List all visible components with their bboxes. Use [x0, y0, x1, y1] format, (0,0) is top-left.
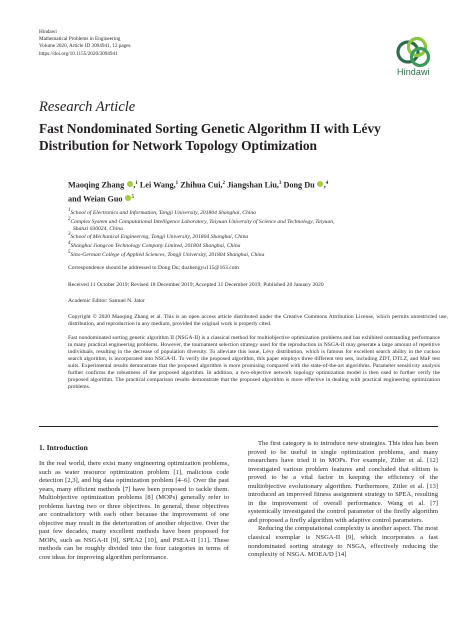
author-conjunction: and: [68, 194, 84, 204]
section-divider: [39, 426, 438, 427]
author-list: [68, 178, 448, 206]
right-column: [248, 440, 438, 560]
author-affiliation-number: 5: [131, 195, 135, 201]
affiliation-number: 5: [68, 249, 71, 255]
affiliation-text: School of Mechanical Engineering, Tongji University, 201804 Shanghai, China: [70, 234, 249, 241]
author-line-2: [68, 192, 448, 206]
journal-header: [39, 29, 131, 58]
author-name: Dong Du: [283, 180, 315, 190]
academic-editor: Academic Editor: Samuel N. Jator: [68, 298, 145, 304]
affiliation-number: 2: [68, 216, 71, 222]
affiliation-text: Sino-German College of Applied Sciences, Tongji University, 201804 Shanghai, China: [70, 251, 265, 258]
author-name: Zhihua Cui: [180, 180, 221, 190]
publisher-name: Hindawi: [39, 29, 57, 35]
introduction-heading: 1. Introduction: [39, 443, 88, 452]
affiliation-item: [68, 250, 448, 259]
author-affiliation-number: 1: [175, 181, 179, 186]
intro-paragraph: In the real world, there exist many engineering optimization problems, such as water resource optimization problem [1], malicious code detection [2,3], and big data optimization problem [4–6]. Over the past years, many efficient methods [7] have been proposed to tackle them. Multiobjective optimization problems [8] (MOPs) generally refer to problems having two or three objectives. In general, these objectives are contradictory with each other because the improvement of one objective may result in the deterioration of another objective. Over the past few decades, many excellent methods have been proposed for MOPs, such as NSGA-II [9], SPEA2 [10], and PSEA-II [11]. These methods can be roughly divided into the four categories in terms of core ideas for improving algorithm performance.: [39, 460, 229, 562]
author-name: Maoqing Zhang: [68, 180, 125, 190]
affiliation-number: 4: [68, 241, 71, 247]
affiliation-item: [68, 217, 448, 226]
article-type: Research Article: [39, 99, 136, 115]
affiliation-item: [68, 208, 448, 217]
orcid-icon[interactable]: [317, 181, 323, 187]
doi-link[interactable]: https://doi.org/10.1155/2020/3094941: [39, 50, 118, 57]
affiliation-number: 3: [68, 232, 71, 238]
affiliation-item: [68, 232, 448, 241]
correspondence: Correspondence should be addressed to Dong Du; duzhengyu115@163.com: [68, 265, 239, 271]
affiliation-text: School of Electronics and Information, Tongji University, 201804 Shanghai, China: [70, 209, 256, 216]
author-affiliation-number: 1: [135, 181, 138, 186]
copyright-notice: Copyright © 2020 Maoqing Zhang et al. This is an open access article distributed under the Creative Commons Attribution License, which permits unrestricted use, distribution, and reproduction in any medium, provided the original work is properly cited.: [68, 314, 448, 327]
affiliations: [68, 208, 448, 259]
volume-info: Volume 2020, Article ID 3094941, 12 pages: [39, 43, 131, 50]
author-name: Jiangshan Liu: [227, 180, 277, 190]
author-line-1: Maoqing Zhang ,$^1$ Lei Wang,$^1$ Zhihua Cui,$^2$ Jiangshan Liu,$^3$ Dong Du ,$^4$: [68, 180, 329, 190]
hindawi-logo-text: Hindawi: [397, 67, 430, 77]
publication-dates: Received 11 October 2019; Revised 18 December 2019; Accepted 31 December 2019; Published 20 January 2020: [68, 282, 324, 288]
left-column: [39, 460, 229, 563]
author-name: Weian Guo: [83, 194, 123, 204]
orcid-icon[interactable]: [125, 195, 131, 201]
author-name: Lei Wang: [139, 180, 174, 190]
paper-title: Fast Nondominated Sorting Genetic Algorithm II with Lévy Distribution for Network Topology Optimization: [39, 121, 381, 153]
author-affiliation-number: 4: [325, 181, 329, 186]
affiliation-text: Complex System and Computational Intelligence Laboratory, Taiyuan University of Science and Technology, Taiyuan,: [70, 218, 335, 225]
affiliation-text: Shanghai Jiangcon Technology Company Limited, 201804 Shanghai, China: [70, 243, 241, 250]
journal-name: Mathematical Problems in Engineering: [39, 36, 121, 43]
affiliation-item: [68, 241, 448, 250]
intro-paragraph-first-category: The first category is to introduce new strategies. This idea has been proved to be useful in single optimization problems, and many researchers have tried it in MOPs. For example, Zitler et al. [12] investigated various problem features and concluded that elitism is proved to be a vital factor in keeping the efficiency of the multiobjective evolutionary algorithm. Furthermore, Zitler et al. [13] introduced an improved fitness assignment strategy to SPEA, resulting in the improvement of overall performance. Wang et al. [7] systemically investigated the control parameter of the firefly algorithm and proposed a firefly algorithm with adaptive control parameters.: [248, 440, 438, 524]
author-affiliation-number: 2: [222, 181, 226, 186]
affiliation-text-continued: Shanxi 030024, China: [73, 225, 123, 232]
orcid-icon[interactable]: [127, 181, 133, 187]
author-affiliation-number: 3: [278, 181, 282, 186]
affiliation-number: 1: [68, 208, 71, 213]
abstract: Fast nondominated sorting genetic algorithm II (NSGA-II) is a classical method for multiobjective optimization problems and has exhibited outstanding performance in many practical engineering problems. However, the tournament selection strategy used for the reproduction in NSGA-II may generate a large amount of repetitive individuals, resulting in the decrease of population diversity. To alleviate this issue, Lévy distribution, which is famous for excellent search ability in the cuckoo search algorithm, is incorporated into NSGA-II. To verify the proposed algorithm, this paper employs three different test sets, including ZDT, DTLZ, and MaF test suits. Experimental results demonstrate that the proposed algorithm is more promising compared with the state-of-the-art algorithms. Parameter sensitivity analysis further confirms the robustness of the proposed algorithm. In addition, a two-objective network topology optimization model is then used to further verify the proposed algorithm. The practical comparison results demonstrate that the proposed algorithm is more effective in dealing with practical engineering optimization problems.: [68, 335, 440, 390]
intro-paragraph-complexity: Reducing the computational complexity is another aspect. The most classical exemplar is NSGA-II [9], which incorporates a fast nondominated sorting strategy to NSGA, effectively reducing the complexity of NSGA. MOEA/D [14]: [248, 525, 438, 559]
